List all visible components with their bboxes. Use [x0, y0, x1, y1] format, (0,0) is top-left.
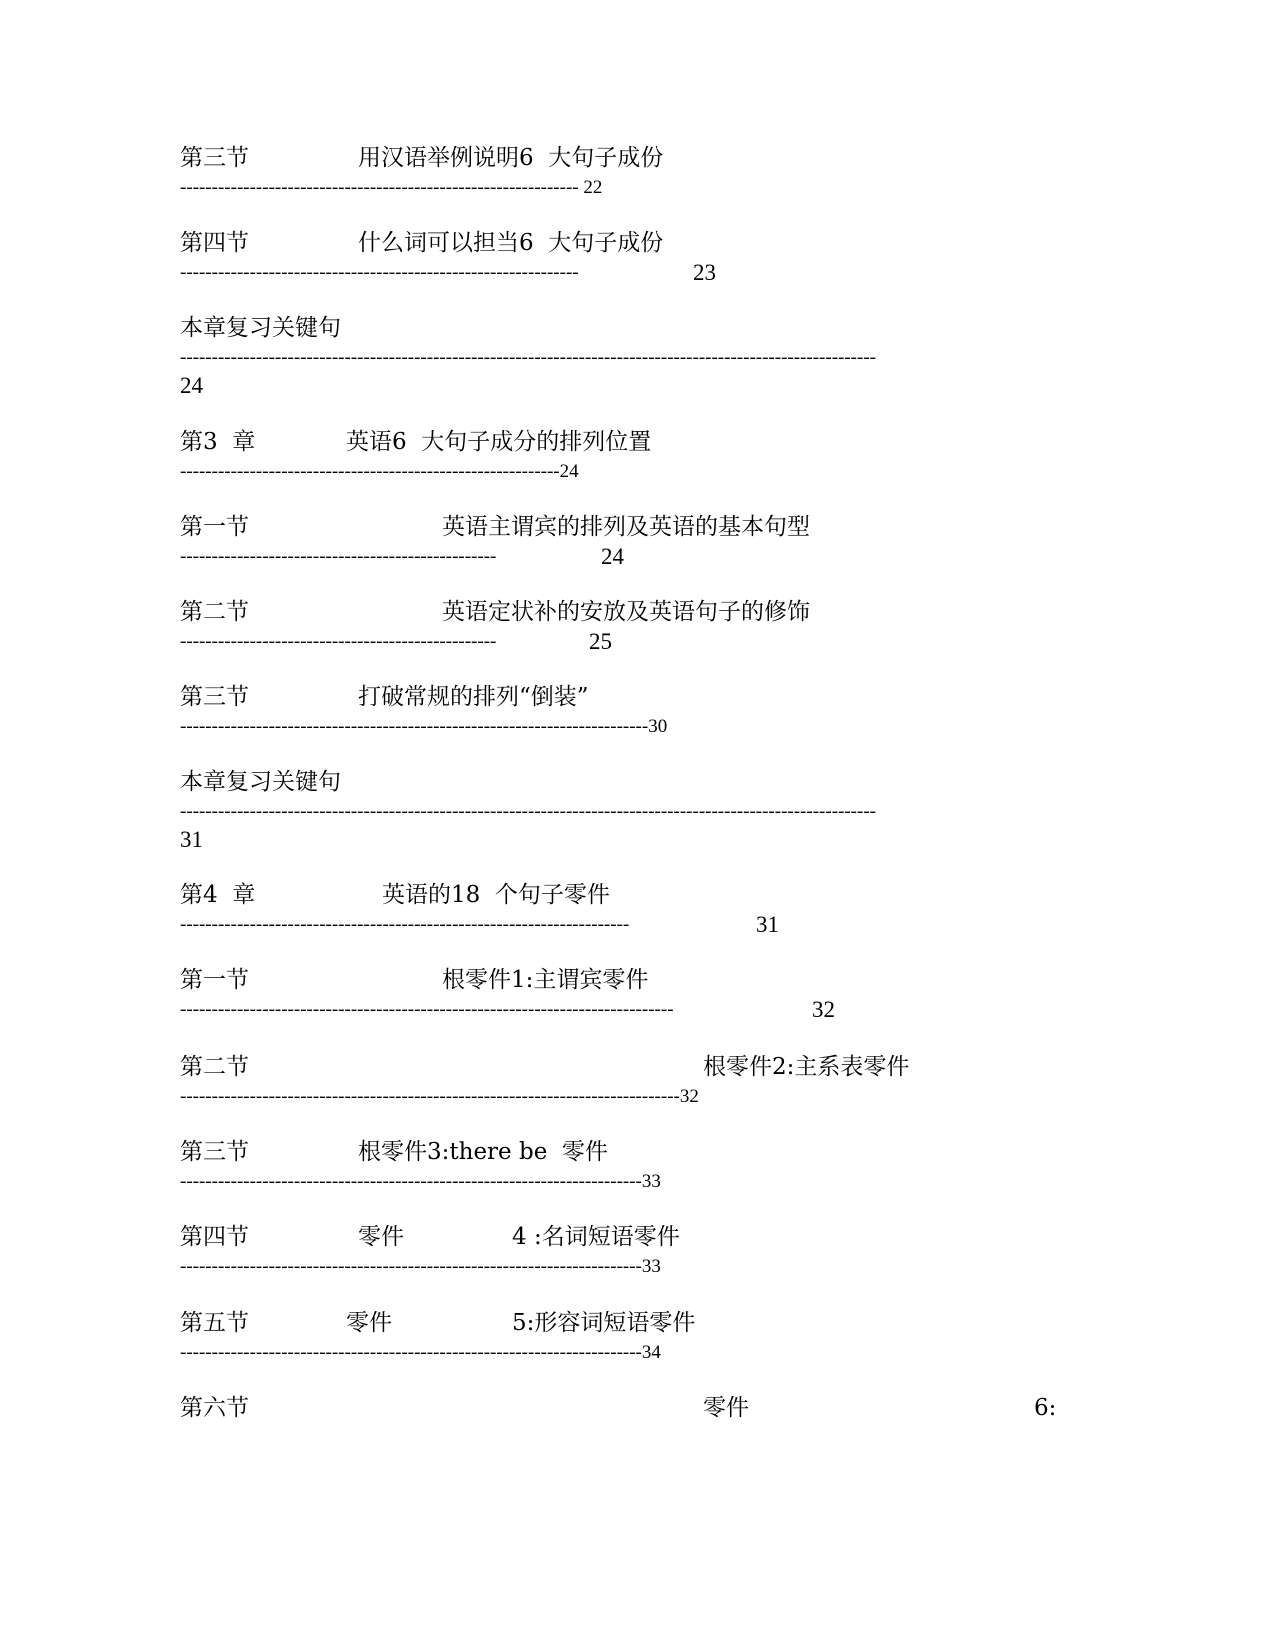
toc-title: 用汉语举例说明6 大句子成份 — [358, 145, 664, 171]
toc-label: 第一节 — [180, 967, 249, 993]
toc-label: 第四节 — [180, 1224, 249, 1250]
toc-leader: -------------------------------------------------- — [180, 546, 497, 567]
toc-label: 第四节 — [180, 230, 249, 256]
toc-title: 根零件3:there be 零件 — [358, 1139, 608, 1165]
toc-leader: ----------------------------------------------------------------------- — [180, 914, 630, 935]
toc-label: 第二节 — [180, 599, 249, 625]
toc-title: 根零件1:主谓宾零件 — [442, 967, 649, 993]
toc-leader: -------------------------------------------------------------------------------32 — [180, 1086, 699, 1107]
toc-title: 根零件2:主系表零件 — [703, 1054, 910, 1080]
toc-leader: ------------------------------------------------------------------------------ — [180, 999, 674, 1020]
toc-label: 本章复习关键句 — [180, 315, 341, 341]
toc-label: 第五节 — [180, 1310, 249, 1336]
toc-leader: -------------------------------------------------------------------------33 — [180, 1171, 661, 1192]
toc-title: 英语主谓宾的排列及英语的基本句型 — [442, 514, 810, 540]
toc-leader: -------------------------------------------------------------------------34 — [180, 1342, 661, 1363]
toc-page-number: 31 — [180, 827, 203, 852]
toc-title: 零件 — [346, 1310, 392, 1336]
toc-page-number: 24 — [601, 544, 624, 569]
toc-label: 本章复习关键句 — [180, 769, 341, 795]
toc-leader: --------------------------------------------------------------- — [180, 262, 579, 283]
toc-leader: -------------------------------------------------------------------------33 — [180, 1256, 661, 1277]
toc-page-number: 31 — [756, 912, 779, 937]
toc-title: 英语的18 个句子零件 — [382, 882, 610, 908]
toc-page-number: 25 — [589, 629, 612, 654]
toc-label: 第三节 — [180, 1139, 249, 1165]
toc-title: 打破常规的排列“倒装” — [358, 684, 589, 710]
toc-label: 第一节 — [180, 514, 249, 540]
toc-title-continued: 5:形容词短语零件 — [512, 1310, 696, 1336]
toc-label: 第3 章 — [180, 429, 256, 455]
toc-leader: ------------------------------------------------------------24 — [180, 461, 579, 482]
toc-leader: --------------------------------------------------------------- 22 — [180, 177, 603, 198]
toc-page-number: 24 — [180, 373, 203, 398]
toc-title: 英语定状补的安放及英语句子的修饰 — [442, 599, 810, 625]
toc-leader: -------------------------------------------------------------------------------------------------------------- — [180, 801, 876, 822]
toc-title-continued: 6: — [1034, 1395, 1057, 1421]
toc-label: 第三节 — [180, 145, 249, 171]
toc-leader: --------------------------------------------------------------------------30 — [180, 716, 668, 737]
toc-title: 英语6 大句子成分的排列位置 — [346, 429, 652, 455]
toc-title: 零件 — [358, 1224, 404, 1250]
toc-title: 什么词可以担当6 大句子成份 — [358, 230, 664, 256]
toc-page-number: 32 — [812, 997, 835, 1022]
toc-page-number: 23 — [693, 260, 716, 285]
toc-title-continued: 4 :名词短语零件 — [512, 1224, 680, 1250]
toc-label: 第4 章 — [180, 882, 256, 908]
toc-leader: -------------------------------------------------------------------------------------------------------------- — [180, 347, 876, 368]
toc-label: 第六节 — [180, 1395, 249, 1421]
toc-title: 零件 — [703, 1395, 749, 1421]
toc-leader: -------------------------------------------------- — [180, 631, 497, 652]
toc-label: 第二节 — [180, 1054, 249, 1080]
toc-label: 第三节 — [180, 684, 249, 710]
